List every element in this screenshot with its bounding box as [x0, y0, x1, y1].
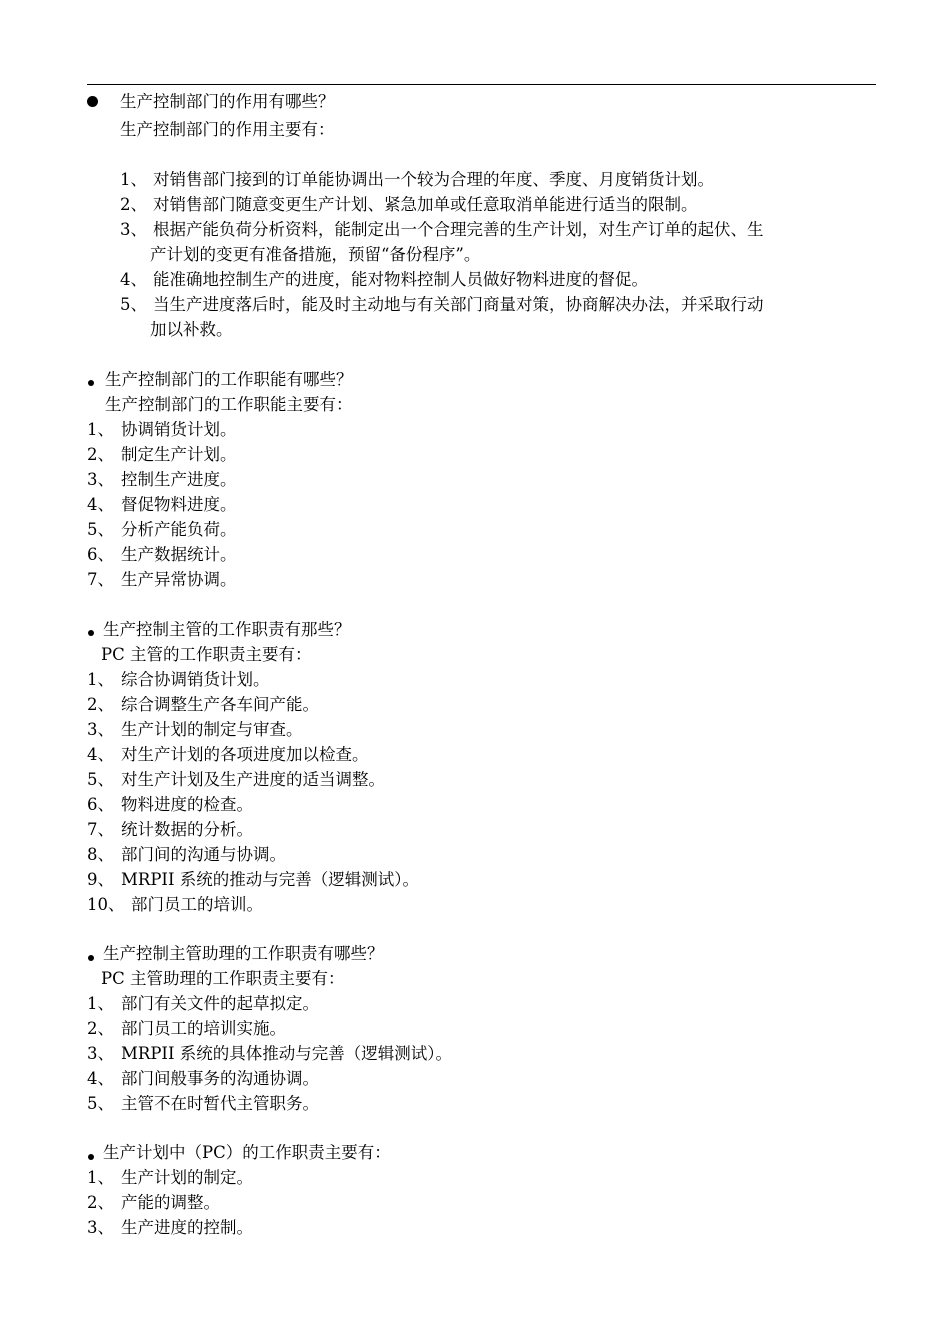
list-item: 5、 当生产进度落后时，能及时主动地与有关部门商量对策，协商解决办法，并采取行动 — [120, 295, 764, 314]
list-item-continuation: 加以补救。 — [150, 320, 233, 339]
list-item: 6、 物料进度的检查。 — [87, 795, 253, 814]
section5-title: 生产计划中（PC）的工作职责主要有： — [103, 1143, 391, 1162]
list-item: 3、 根据产能负荷分析资料，能制定出一个合理完善的生产计划，对生产订单的起伏、生 — [120, 220, 764, 239]
list-item: 4、 对生产计划的各项进度加以检查。 — [87, 745, 369, 764]
list-item: 1、 协调销货计划。 — [87, 420, 237, 439]
list-item: 1、 部门有关文件的起草拟定。 — [87, 994, 319, 1013]
list-item: 2、 对销售部门随意变更生产计划、紧急加单或任意取消单能进行适当的限制。 — [120, 195, 698, 214]
section4-intro: PC 主管助理的工作职责主要有： — [101, 969, 345, 988]
section1-intro: 生产控制部门的作用主要有： — [120, 120, 335, 139]
bullet-icon — [87, 96, 98, 107]
bullet-icon — [88, 955, 94, 961]
list-item: 7、 生产异常协调。 — [87, 570, 237, 589]
list-item: 1、 综合协调销货计划。 — [87, 670, 270, 689]
list-item: 5、 主管不在时暂代主管职务。 — [87, 1094, 319, 1113]
list-item: 4、 能准确地控制生产的进度，能对物料控制人员做好物料进度的督促。 — [120, 270, 648, 289]
list-item: 4、 部门间般事务的沟通协调。 — [87, 1069, 319, 1088]
section2-intro: 生产控制部门的工作职能主要有： — [105, 395, 353, 414]
bullet-icon — [88, 380, 94, 386]
list-item: 9、 MRPII 系统的推动与完善（逻辑测试）。 — [87, 870, 419, 889]
section1-title: 生产控制部门的作用有哪些？ — [120, 92, 335, 111]
list-item: 8、 部门间的沟通与协调。 — [87, 845, 286, 864]
list-item: 10、 部门员工的培训。 — [87, 895, 263, 914]
list-item: 1、 对销售部门接到的订单能协调出一个较为合理的年度、季度、月度销货计划。 — [120, 170, 714, 189]
list-item: 2、 制定生产计划。 — [87, 445, 237, 464]
section3-intro: PC 主管的工作职责主要有： — [101, 645, 312, 664]
header-rule — [87, 84, 876, 85]
bullet-icon — [88, 1154, 94, 1160]
section3-title: 生产控制主管的工作职责有那些？ — [103, 620, 351, 639]
list-item: 2、 综合调整生产各车间产能。 — [87, 695, 319, 714]
list-item: 5、 对生产计划及生产进度的适当调整。 — [87, 770, 385, 789]
list-item: 5、 分析产能负荷。 — [87, 520, 237, 539]
section2-title: 生产控制部门的工作职能有哪些？ — [105, 370, 353, 389]
list-item: 2、 部门员工的培训实施。 — [87, 1019, 286, 1038]
list-item: 3、 控制生产进度。 — [87, 470, 237, 489]
list-item: 4、 督促物料进度。 — [87, 495, 237, 514]
list-item: 6、 生产数据统计。 — [87, 545, 237, 564]
list-item: 7、 统计数据的分析。 — [87, 820, 253, 839]
list-item: 2、 产能的调整。 — [87, 1193, 220, 1212]
list-item: 3、 生产计划的制定与审查。 — [87, 720, 303, 739]
section4-title: 生产控制主管助理的工作职责有哪些？ — [103, 944, 384, 963]
bullet-icon — [88, 630, 94, 636]
list-item-continuation: 产计划的变更有准备措施，预留“备份程序”。 — [150, 245, 481, 264]
list-item: 1、 生产计划的制定。 — [87, 1168, 253, 1187]
list-item: 3、 MRPII 系统的具体推动与完善（逻辑测试）。 — [87, 1044, 452, 1063]
list-item: 3、 生产进度的控制。 — [87, 1218, 253, 1237]
